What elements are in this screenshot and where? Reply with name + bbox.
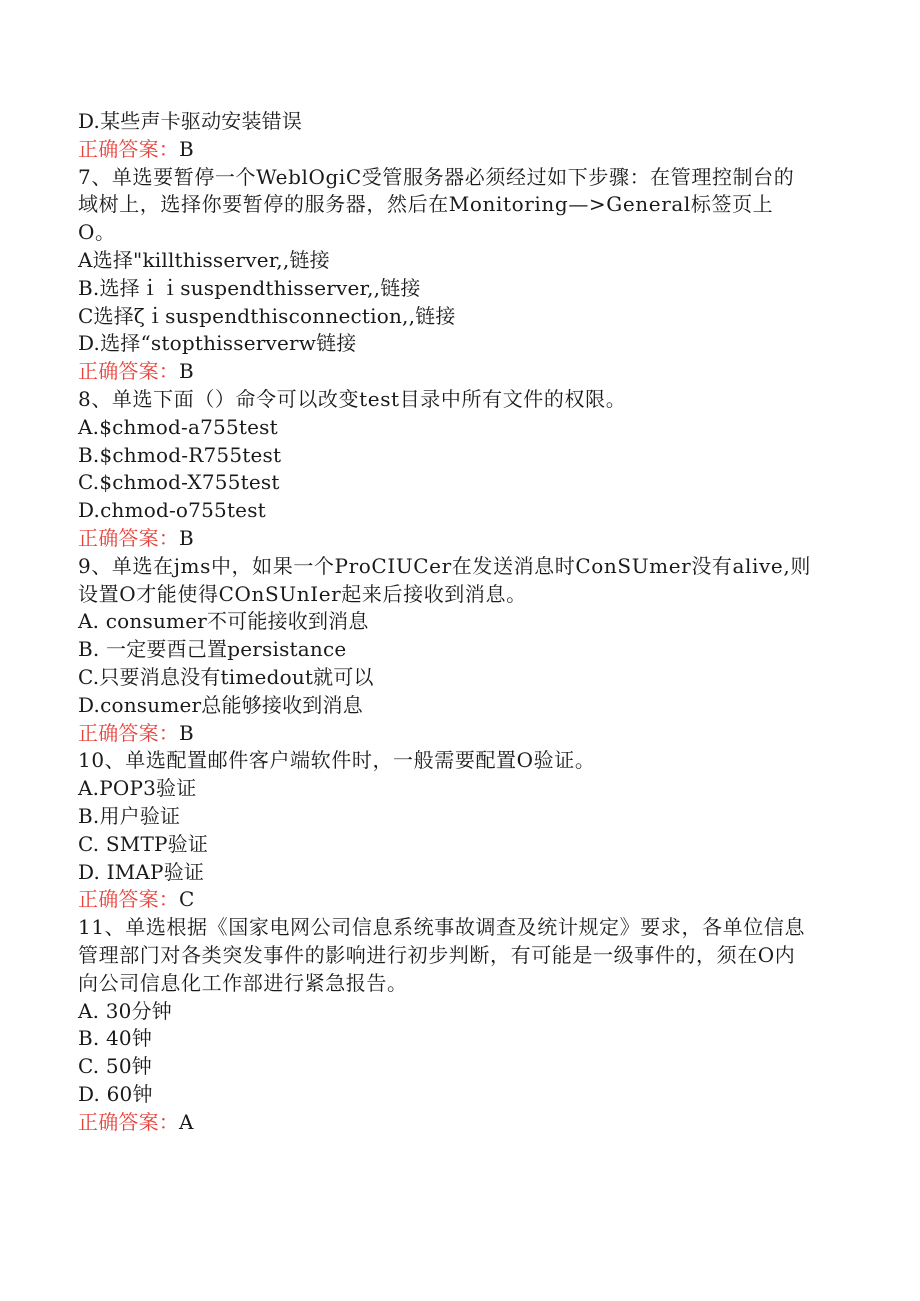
question-text: 域树上，选择你要暂停的服务器，然后在Monitoring—>General标签页上: [78, 192, 774, 217]
question-text: 管理部门对各类突发事件的影响进行初步判断，有可能是一级事件的，须在O内: [78, 942, 796, 967]
option-text: A. 30分钟: [78, 998, 173, 1023]
correct-answer: [78, 720, 838, 748]
option-text: A.$chmod-a755test: [78, 414, 278, 439]
answer-value: B: [179, 720, 194, 745]
answer-value: B: [179, 136, 194, 161]
correct-answer: [78, 886, 838, 914]
correct-answer: [78, 358, 838, 386]
answer-value: B: [179, 359, 194, 384]
option-text: D. IMAP验证: [78, 859, 205, 884]
answer-label: 正确答案：: [78, 887, 179, 912]
answer-value: C: [179, 887, 195, 912]
option-text: C.只要消息没有timedout就可以: [78, 664, 374, 689]
option-text: B.用户验证: [78, 803, 181, 828]
option-text: C. SMTP验证: [78, 831, 209, 856]
option-text: C. 50钟: [78, 1054, 152, 1079]
option-text: A. consumer不可能接收到消息: [78, 609, 369, 634]
answer-value: A: [179, 1109, 194, 1134]
answer-value: B: [179, 525, 194, 550]
question-text: 7、单选要暂停一个WeblOgiC受管服务器必须经过如下步骤：在管理控制台的: [78, 164, 795, 189]
correct-answer: [78, 136, 838, 164]
correct-answer: [78, 1109, 838, 1137]
option-text: D.某些声卡驱动安装错误: [78, 109, 303, 133]
answer-label: 正确答案：: [78, 136, 179, 161]
answer-label: 正确答案：: [78, 525, 179, 550]
option-text: B. 一定要酉己置persistance: [78, 637, 347, 662]
option-text: D.consumer总能够接收到消息: [78, 692, 363, 717]
correct-answer: [78, 525, 838, 553]
option-text: A选择"killthisserver,,链接: [78, 247, 330, 272]
answer-label: 正确答案：: [78, 359, 179, 384]
option-text: C.$chmod-X755test: [78, 470, 280, 495]
question-text: 9、单选在jms中，如果一个ProCIUCer在发送消息时ConSUmer没有alive,则: [78, 553, 811, 578]
answer-label: 正确答案：: [78, 1109, 179, 1134]
option-text: D.选择“stopthisserverw链接: [78, 331, 357, 356]
option-text: A.POP3验证: [78, 776, 197, 801]
option-text: D. 60钟: [78, 1081, 153, 1106]
question-text: O。: [78, 220, 116, 245]
option-text: C选择ζｉsuspendthisconnection,,链接: [78, 303, 456, 328]
option-text: B. 40钟: [78, 1026, 153, 1051]
option-text: B.选择ｉｉsuspendthisserver,,链接: [78, 275, 421, 300]
question-text: 8、单选下面（）命令可以改变test目录中所有文件的权限。: [78, 386, 627, 411]
answer-label: 正确答案：: [78, 720, 179, 745]
question-text: 11、单选根据《国家电网公司信息系统事故调查及统计规定》要求，各单位信息: [78, 915, 806, 940]
option-text: D.chmod-o755test: [78, 498, 266, 523]
option-text: B.$chmod-R755test: [78, 442, 282, 467]
question-text: 设置O才能使得COnSUnIer起来后接收到消息。: [78, 581, 527, 606]
question-text: 向公司信息化工作部进行紧急报告。: [78, 970, 408, 995]
question-text: 10、单选配置邮件客户端软件时，一般需要配置O验证。: [78, 748, 596, 773]
exam-page: [78, 108, 838, 1136]
